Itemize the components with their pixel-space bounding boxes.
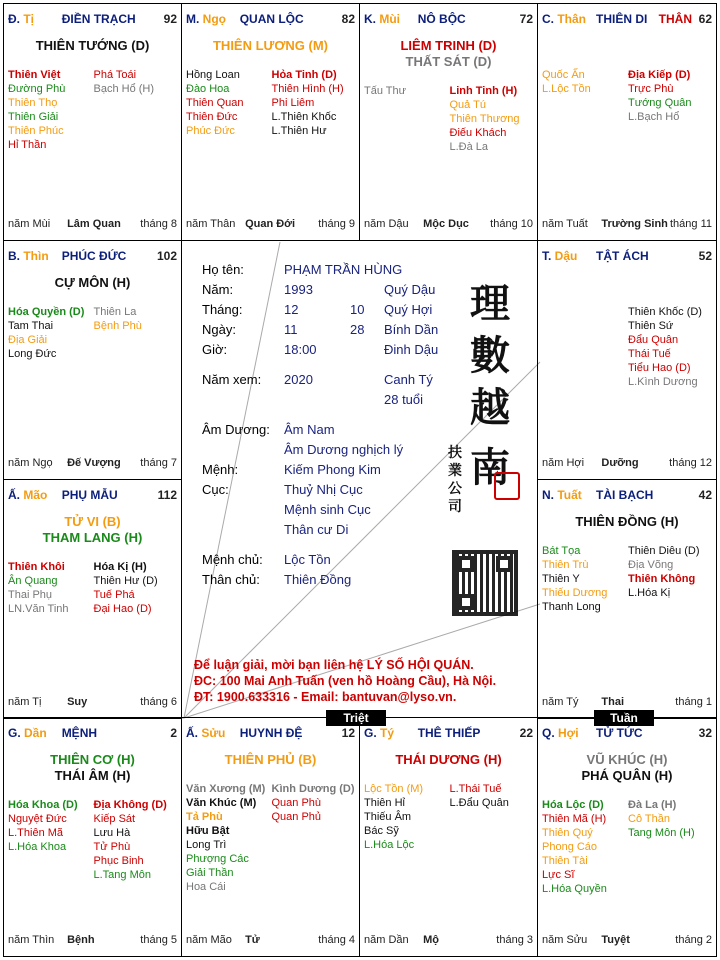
minor-star: Phi Liêm — [271, 97, 315, 109]
palace-number: 72 — [519, 12, 533, 26]
main-star: TỬ VI (B) — [64, 514, 121, 529]
minor-star: Linh Tinh (H) — [449, 85, 518, 97]
palace-number: 52 — [698, 249, 712, 263]
contact-line-3: ĐT: 1900.633316 - Email: bantuvan@lyso.vn. — [194, 690, 457, 704]
minor-star: Quốc Ấn — [542, 69, 585, 81]
minor-star: Thiên Y — [542, 573, 580, 585]
palace-ti — [3, 3, 182, 241]
palace-name: QUAN LỘC — [239, 12, 304, 26]
palace-footer — [364, 218, 533, 232]
palace-footer — [364, 934, 533, 948]
palace-stage: Suy — [67, 696, 88, 708]
minor-star: Tang Môn (H) — [628, 827, 695, 839]
main-stars — [4, 275, 181, 291]
view-year-can: Canh Tý — [384, 372, 433, 387]
palace-stage: Bệnh — [67, 934, 95, 946]
palace-number: 2 — [170, 726, 177, 740]
palace-stage: Tử — [245, 934, 260, 946]
right-stars — [628, 68, 692, 124]
right-stars — [628, 305, 702, 389]
palace-footer — [8, 934, 177, 948]
thanchu-value: Thiên Đồng — [284, 572, 352, 587]
hour-value: 18:00 — [284, 342, 317, 357]
qr-code — [452, 550, 518, 616]
palace-year: năm Tuất — [542, 218, 588, 230]
main-star: THÁI DƯƠNG (H) — [395, 752, 502, 767]
minor-star: Giải Thần — [186, 867, 234, 879]
calligraphy-char-1: 理 — [470, 280, 510, 327]
main-star: THIÊN PHỦ (B) — [224, 752, 317, 767]
calligraphy-small: 扶 業 公 司 — [448, 445, 462, 515]
minor-star: Hóa Kị (H) — [93, 561, 147, 573]
palace-name: ĐIỀN TRẠCH — [61, 12, 136, 26]
contact-line-2: ĐC: 100 Mai Anh Tuấn (ven hồ Hoàng Cầu), Hà Nội. — [194, 674, 497, 688]
minor-star: Ân Quang — [8, 575, 58, 587]
right-stars — [272, 782, 355, 824]
main-stars — [4, 752, 181, 784]
minor-star: Địa Kiếp (D) — [628, 69, 691, 81]
name-value: PHẠM TRẦN HÙNG — [284, 262, 403, 277]
amduong-label: Âm Dương: — [202, 422, 270, 437]
hour-can: Đinh Dậu — [384, 342, 439, 357]
palace-stage: Mộ — [423, 934, 439, 946]
minor-star: L.Thiên Mã — [8, 827, 64, 839]
minor-star: Tam Thai — [8, 320, 54, 332]
minor-star: Phượng Các — [186, 853, 249, 865]
minor-star: Phá Toái — [93, 69, 137, 81]
main-star: THẤT SÁT (D) — [405, 54, 492, 69]
minor-star: L.Thiên Hư — [271, 125, 327, 137]
palace-year: năm Tý — [542, 696, 579, 708]
minor-star: Tử Phù — [93, 841, 131, 853]
minor-star: Đẩu Quân — [628, 334, 679, 346]
minor-star: LN.Văn Tinh — [8, 603, 69, 615]
minor-star: Thanh Long — [542, 601, 601, 613]
palace-mao — [3, 479, 182, 719]
palace-header — [8, 726, 177, 742]
palace-header — [542, 249, 712, 265]
minor-star: Thai Phụ — [8, 589, 53, 601]
minor-star: Quan Phủ — [271, 811, 322, 823]
hour-label: Giờ: — [202, 342, 228, 357]
minor-star: Thiên Khôi — [8, 561, 65, 573]
amduong-value: Âm Nam — [284, 422, 335, 437]
palace-position: G. Dần — [8, 726, 47, 740]
than-marker: THÂN — [658, 12, 692, 26]
palace-name: NÔ BỘC — [417, 12, 466, 26]
menhchu-value: Lộc Tồn — [284, 552, 331, 567]
palace-stage: Mộc Dục — [423, 218, 469, 230]
contact-line-1: Để luận giải, mời bạn liên hệ LÝ SỐ HỘI QUÁN. — [194, 658, 474, 672]
palace-year: năm Dậu — [364, 218, 409, 230]
minor-star: L.Bạch Hổ — [628, 111, 680, 123]
minor-star: Thiên Khốc (D) — [628, 306, 702, 318]
minor-star: Kiếp Sát — [93, 813, 136, 825]
palace-year: năm Ngọ — [8, 457, 53, 469]
red-seal-icon — [494, 472, 520, 500]
palace-header — [8, 249, 177, 265]
palace-header — [542, 726, 712, 742]
minor-star: Hỏa Tinh (D) — [271, 69, 337, 81]
minor-star: Hóa Khoa (D) — [8, 799, 78, 811]
year-value: 1993 — [284, 282, 313, 297]
palace-hoi — [537, 717, 717, 957]
palace-header — [364, 726, 533, 742]
palace-header — [8, 488, 177, 504]
main-stars — [538, 752, 716, 784]
palace-footer — [8, 457, 177, 471]
month-can: Quý Hợi — [384, 302, 433, 317]
palace-footer — [186, 934, 355, 948]
palace-mui — [359, 3, 538, 241]
minor-star: Thiên Quý — [542, 827, 593, 839]
year-label: Năm: — [202, 282, 234, 297]
palace-year: năm Tị — [8, 696, 42, 708]
month-value: 12 — [284, 302, 299, 317]
main-star: PHÁ QUÂN (H) — [581, 768, 673, 783]
day-value: 11 — [284, 322, 298, 337]
left-stars — [186, 68, 243, 138]
right-stars — [94, 305, 142, 333]
palace-month: tháng 10 — [490, 218, 533, 230]
minor-star: L.Thiên Khốc — [271, 111, 337, 123]
minor-star: Thiên Trù — [542, 559, 589, 571]
palace-ty — [359, 717, 538, 957]
palace-month: tháng 3 — [496, 934, 533, 946]
palace-header — [542, 488, 712, 504]
minor-star: L.Đẩu Quân — [449, 797, 509, 809]
right-stars — [450, 782, 509, 810]
palace-position: C. Thân — [542, 12, 587, 26]
palace-name: THIÊN DI — [596, 12, 648, 26]
minor-star: Tuế Phá — [93, 589, 135, 601]
minor-star: Thiên Tài — [542, 855, 588, 867]
minor-star: Điếu Khách — [449, 127, 507, 139]
right-stars — [628, 544, 700, 600]
minor-star: Cô Thần — [628, 813, 670, 825]
cuc-label: Cục: — [202, 482, 229, 497]
main-star: THÁI ÂM (H) — [54, 768, 131, 783]
palace-dan — [3, 717, 182, 957]
minor-star: L.Hóa Khoa — [8, 841, 67, 853]
palace-month: tháng 11 — [669, 218, 712, 230]
minor-star: Thiên Diêu (D) — [628, 545, 700, 557]
palace-number: 62 — [698, 12, 712, 26]
palace-number: 112 — [157, 488, 177, 502]
minor-star: Phong Cáo — [542, 841, 598, 853]
minor-star: Địa Võng — [628, 559, 674, 571]
menhchu-label: Mệnh chủ: — [202, 552, 263, 567]
right-stars — [94, 68, 155, 96]
calligraphy-logo — [448, 272, 526, 552]
day-label: Ngày: — [202, 322, 236, 337]
right-stars — [272, 68, 344, 138]
palace-header — [8, 12, 177, 28]
palace-month: tháng 1 — [675, 696, 712, 708]
calligraphy-char-2: 數 — [470, 332, 510, 379]
minor-star: Hóa Lộc (D) — [542, 799, 604, 811]
menh-label: Mệnh: — [202, 462, 239, 477]
minor-star: Đại Hao (D) — [93, 603, 152, 615]
view-year-value: 2020 — [284, 372, 313, 387]
palace-number: 22 — [519, 726, 533, 740]
palace-month: tháng 8 — [140, 218, 177, 230]
minor-star: L.Hóa Kị — [628, 587, 671, 599]
main-stars — [4, 514, 181, 546]
palace-dau — [537, 240, 717, 480]
palace-stage: Dưỡng — [601, 457, 639, 469]
minor-star: Lưu Hà — [93, 827, 131, 839]
minor-star: Thiên Không — [628, 573, 696, 585]
main-star: THIÊN CƠ (H) — [50, 752, 135, 767]
cuc-value-2: Mệnh sinh Cục — [284, 502, 371, 517]
left-stars — [542, 68, 591, 96]
palace-footer — [542, 696, 712, 710]
palace-suu — [181, 717, 360, 957]
palace-name: PHÚC ĐỨC — [61, 249, 127, 263]
right-stars — [628, 798, 695, 840]
palace-position: Đ. Tị — [8, 12, 35, 26]
minor-star: Thiên Hình (H) — [271, 83, 344, 95]
minor-star: Thiên Sứ — [628, 320, 674, 332]
minor-star: Thiên Việt — [8, 69, 61, 81]
main-stars — [4, 38, 181, 54]
palace-number: 42 — [698, 488, 712, 502]
minor-star: Địa Giải — [8, 334, 48, 346]
palace-year: năm Thân — [186, 218, 236, 230]
palace-name: TÀI BẠCH — [596, 488, 654, 502]
menh-value: Kiếm Phong Kim — [284, 462, 381, 477]
left-stars — [8, 68, 65, 152]
minor-star: Nguyệt Đức — [8, 813, 67, 825]
palace-footer — [8, 218, 177, 232]
minor-star: Thiên Hỉ — [364, 797, 405, 809]
minor-star: Thiên Mã (H) — [542, 813, 607, 825]
palace-stage: Thai — [601, 696, 625, 708]
palace-year: năm Thìn — [8, 934, 55, 946]
minor-star: Thiên Giải — [8, 111, 59, 123]
age-value: 28 tuổi — [384, 392, 424, 407]
palace-position: B. Thìn — [8, 249, 49, 263]
palace-number: 32 — [698, 726, 712, 740]
minor-star: Phúc Đức — [186, 125, 235, 137]
tuan-tag: Tuần — [594, 710, 654, 726]
minor-star: Quả Tú — [449, 99, 486, 111]
minor-star: L.Hóa Lộc — [364, 839, 415, 851]
palace-month: tháng 6 — [140, 696, 177, 708]
minor-star: L.Thái Tuế — [449, 783, 502, 795]
main-stars — [360, 752, 537, 768]
palace-year: năm Mão — [186, 934, 232, 946]
left-stars — [364, 84, 406, 98]
palace-year: năm Sửu — [542, 934, 588, 946]
palace-name: PHỤ MẪU — [61, 488, 118, 502]
palace-name: MỆNH — [61, 726, 98, 740]
minor-star: Thiên Hư (D) — [93, 575, 158, 587]
palace-position: Ấ. Mão — [8, 488, 48, 502]
palace-stage: Trường Sinh — [601, 218, 668, 230]
minor-star: Tả Phù — [186, 811, 223, 823]
minor-star: Lộc Tồn (M) — [364, 783, 424, 795]
minor-star: Thiên Phúc — [8, 125, 64, 137]
palace-header — [186, 726, 355, 742]
minor-star: Văn Xương (M) — [186, 783, 266, 795]
minor-star: Đà La (H) — [628, 799, 677, 811]
minor-star: Đào Hoa — [186, 83, 230, 95]
minor-star: Kình Dương (D) — [271, 783, 355, 795]
palace-month: tháng 5 — [140, 934, 177, 946]
palace-footer — [8, 696, 177, 710]
minor-star: Thái Tuế — [628, 348, 671, 360]
palace-number: 92 — [163, 12, 177, 26]
main-star: LIÊM TRINH (D) — [400, 38, 497, 53]
main-star: THAM LANG (H) — [42, 530, 143, 545]
minor-star: Hữu Bật — [186, 825, 230, 837]
palace-position: N. Tuất — [542, 488, 582, 502]
minor-star: L.Kình Dương — [628, 376, 698, 388]
minor-star: Văn Khúc (M) — [186, 797, 257, 809]
left-stars — [542, 798, 607, 896]
minor-star: Thiên Quan — [186, 97, 244, 109]
minor-star: Phục Binh — [93, 855, 144, 867]
minor-star: Bệnh Phù — [93, 320, 142, 332]
palace-month: tháng 9 — [318, 218, 355, 230]
minor-star: L.Đà La — [449, 141, 489, 153]
minor-star: Tấu Thư — [364, 85, 407, 97]
palace-header — [542, 12, 712, 28]
minor-star: Trực Phù — [628, 83, 674, 95]
minor-star: Bạch Hổ (H) — [93, 83, 155, 95]
palace-name: HUYNH ĐỆ — [239, 726, 303, 740]
calligraphy-char-3: 越 — [470, 384, 510, 431]
main-stars — [538, 514, 716, 530]
palace-number: 12 — [341, 726, 355, 740]
minor-star: Thiên La — [93, 306, 137, 318]
left-stars — [8, 798, 78, 854]
minor-star: Lực Sĩ — [542, 869, 575, 881]
minor-star: Long Đức — [8, 348, 57, 360]
month-lunar: 10 — [350, 302, 365, 317]
minor-star: Hoa Cái — [186, 881, 226, 893]
main-star: THIÊN LƯƠNG (M) — [212, 38, 329, 53]
palace-number: 82 — [341, 12, 355, 26]
left-stars — [542, 544, 607, 614]
main-stars — [360, 38, 537, 70]
minor-star: Địa Không (D) — [93, 799, 167, 811]
left-stars — [8, 305, 84, 361]
palace-position: T. Dậu — [542, 249, 578, 263]
palace-position: G. Tý — [364, 726, 395, 740]
cuc-value-3: Thân cư Di — [284, 522, 349, 537]
palace-footer — [186, 218, 355, 232]
minor-star: L.Tang Môn — [93, 869, 151, 881]
triet-tag: Triệt — [326, 710, 386, 726]
right-stars — [450, 84, 520, 154]
palace-stage: Quan Đới — [245, 218, 296, 230]
day-lunar: 28 — [350, 322, 365, 337]
minor-star: Quan Phù — [271, 797, 322, 809]
palace-month: tháng 4 — [318, 934, 355, 946]
main-stars — [182, 38, 359, 54]
day-can: Bính Dần — [384, 322, 439, 337]
view-year-label: Năm xem: — [202, 372, 262, 387]
right-stars — [94, 560, 158, 616]
minor-star: Tiểu Hao (D) — [628, 362, 691, 374]
palace-month: tháng 7 — [140, 457, 177, 469]
palace-tuat — [537, 479, 717, 719]
palace-position: Q. Hợi — [542, 726, 579, 740]
year-can: Quý Dậu — [384, 282, 436, 297]
minor-star: Thiếu Âm — [364, 811, 412, 823]
cuc-value: Thuỷ Nhị Cục — [284, 482, 363, 497]
minor-star: Tướng Quân — [628, 97, 692, 109]
palace-footer — [542, 457, 712, 471]
palace-ngo — [181, 3, 360, 241]
palace-month: tháng 12 — [669, 457, 712, 469]
left-stars — [364, 782, 423, 852]
minor-star: Đường Phù — [8, 83, 66, 95]
palace-stage: Đế Vượng — [67, 457, 121, 469]
palace-year: năm Mùi — [8, 218, 51, 230]
palace-year: năm Hợi — [542, 457, 585, 469]
palace-footer — [542, 934, 712, 948]
right-stars — [94, 798, 167, 882]
palace-thin — [3, 240, 182, 480]
palace-stage: Tuyệt — [601, 934, 630, 946]
palace-position: Ấ. Sửu — [186, 726, 226, 740]
minor-star: L.Hóa Quyền — [542, 883, 607, 895]
month-label: Tháng: — [202, 302, 243, 317]
calligraphy-char-4: 南 — [470, 444, 510, 491]
minor-star: Thiên Đức — [186, 111, 238, 123]
palace-month: tháng 2 — [675, 934, 712, 946]
minor-star: Thiên Thọ — [8, 97, 58, 109]
palace-number: 102 — [156, 249, 177, 263]
main-stars — [182, 752, 359, 768]
palace-stage: Lâm Quan — [67, 218, 121, 230]
minor-star: Bát Tọa — [542, 545, 581, 557]
minor-star: Thiên Thương — [449, 113, 520, 125]
palace-year: năm Dần — [364, 934, 409, 946]
minor-star: Long Trì — [186, 839, 227, 851]
palace-name: THÊ THIẾP — [417, 726, 481, 740]
main-star: CỰ MÔN (H) — [54, 275, 131, 290]
palace-footer — [542, 218, 712, 232]
palace-header — [364, 12, 533, 28]
minor-star: Bác Sỹ — [364, 825, 399, 837]
left-stars — [186, 782, 265, 894]
main-star: THIÊN ĐỒNG (H) — [575, 514, 679, 529]
main-star: THIÊN TƯỚNG (D) — [35, 38, 150, 53]
left-stars — [8, 560, 69, 616]
minor-star: Hóa Quyền (D) — [8, 306, 85, 318]
minor-star: L.Lộc Tồn — [542, 83, 591, 95]
palace-header — [186, 12, 355, 28]
palace-position: M. Ngọ — [186, 12, 226, 26]
thanchu-label: Thân chủ: — [202, 572, 260, 587]
main-star: VŨ KHÚC (H) — [586, 752, 668, 767]
palace-position: K. Mùi — [364, 12, 401, 26]
palace-name: TỬ TỨC — [596, 726, 643, 740]
palace-name: TẬT ÁCH — [596, 249, 649, 263]
name-label: Họ tên: — [202, 262, 244, 277]
minor-star: Hồng Loan — [186, 69, 240, 81]
minor-star: Thiếu Dương — [542, 587, 608, 599]
palace-than — [537, 3, 717, 241]
minor-star: Hỉ Thần — [8, 139, 47, 151]
amduong-value-2: Âm Dương nghịch lý — [284, 442, 404, 457]
